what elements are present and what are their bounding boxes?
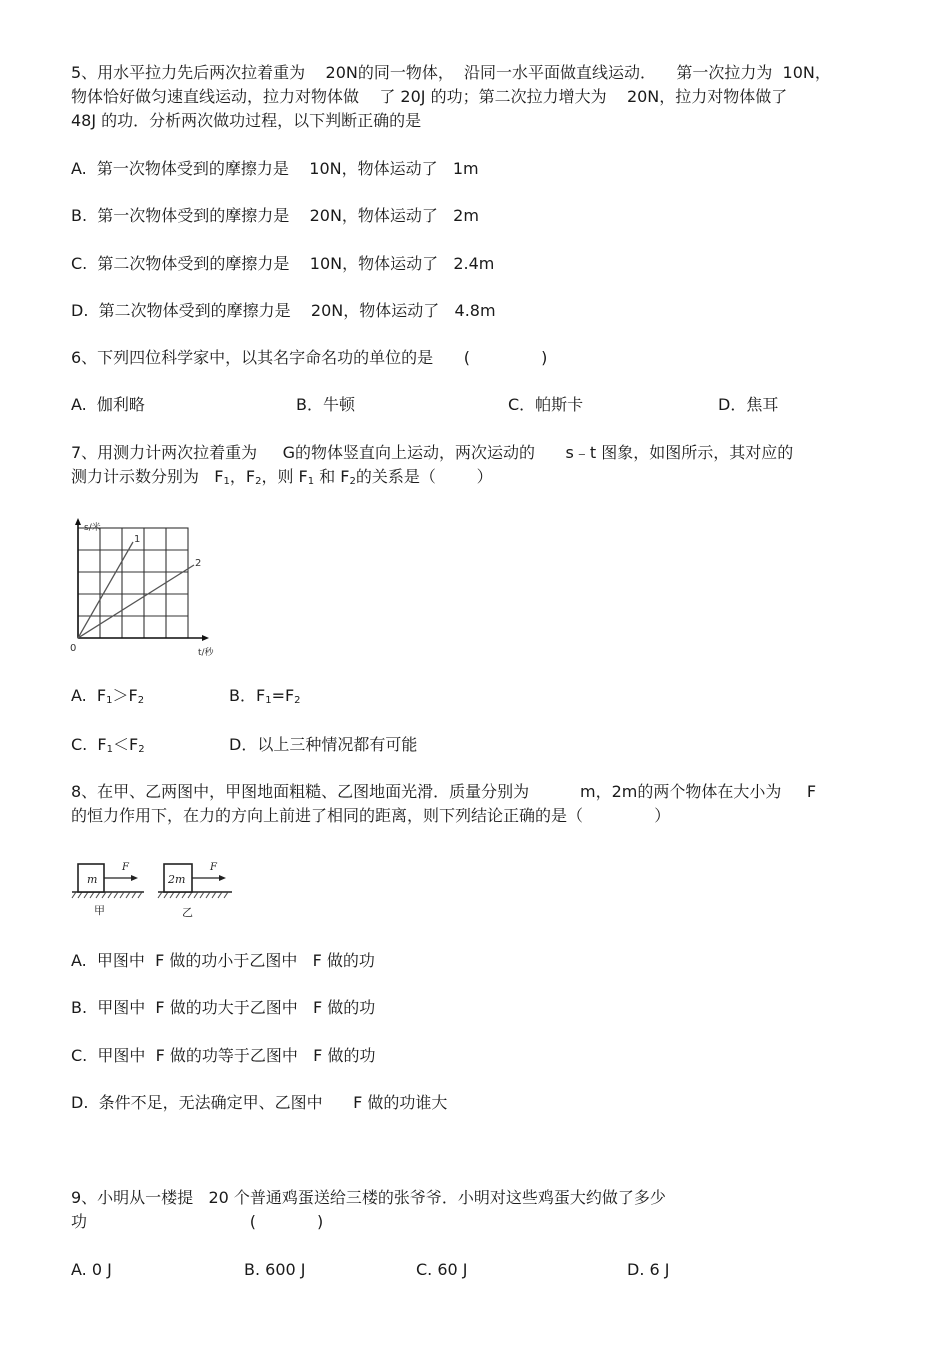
force-diagram (70, 854, 236, 920)
q6-option-d: D．焦耳 (718, 395, 779, 414)
q8-option-a: A. 甲图中 F 做的功小于乙图中 F 做的功 (71, 951, 375, 970)
s-t-graph (68, 518, 238, 660)
q5-option-d: D. 第二次物体受到的摩擦力是 20N，物体运动了 4.8m (71, 301, 496, 320)
figure-jia-label: 甲 (94, 904, 105, 917)
force-f-label-1: F (122, 862, 129, 873)
q5-option-b: B. 第一次物体受到的摩擦力是 20N，物体运动了 2m (71, 206, 479, 225)
block-2m-label: 2m (168, 873, 186, 886)
q7-option-c: C. $F_1<F_2$ (71, 735, 145, 755)
q6-option-a: A. 伽利略 (71, 395, 145, 414)
figure-yi-label: 乙 (182, 906, 193, 919)
q9-stem-line-2: 功 ( ) (71, 1212, 324, 1231)
q8-option-c: C. 甲图中 F 做的功等于乙图中 F 做的功 (71, 1046, 376, 1065)
q7-option-d: D．以上三种情况都有可能 (229, 735, 418, 754)
q5-option-a: A. 第一次物体受到的摩擦力是 10N，物体运动了 1m (71, 159, 479, 178)
q9-stem-line-1: 9、小明从一楼提 20 个普通鸡蛋送给三楼的张爷爷．小明对这些鸡蛋大约做了多少 (71, 1188, 666, 1207)
q5-option-c: C. 第二次物体受到的摩擦力是 10N，物体运动了 2.4m (71, 254, 495, 273)
q8-stem-line-2: 的恒力作用下，在力的方向上前进了相同的距离，则下列结论正确的是（ ） (71, 806, 671, 825)
q6-stem: 6、下列四位科学家中，以其名字命名功的单位的是 ( ) (71, 348, 548, 367)
q9-option-d: D. 6 J (627, 1260, 670, 1279)
q8-option-b: B. 甲图中 F 做的功大于乙图中 F 做的功 (71, 998, 376, 1017)
q9-option-c: C. 60 J (416, 1260, 468, 1279)
graph-line-1-label: 1 (134, 534, 141, 545)
q5-stem-line-1: 5、用水平拉力先后两次拉着重为 20N的同一物体， 沿同一水平面做直线运动． 第一次拉力为 10N， (71, 63, 831, 82)
q7-stem-line-1: 7、用测力计两次拉着重为 G的物体竖直向上运动，两次运动的 s﹣t 图象，如图所示，其对应的 (71, 443, 794, 462)
q5-stem-line-3: 48J 的功．分析两次做功过程，以下判断正确的是 (71, 111, 422, 130)
q7-option-b: B．$F_1=F_2$ (229, 686, 301, 706)
block-m-label: m (87, 873, 98, 886)
q6-option-c: C．帕斯卡 (508, 395, 584, 414)
graph-line-2-label: 2 (195, 558, 202, 569)
graph-origin-label: 0 (70, 643, 77, 654)
q9-option-a: A. 0 J (71, 1260, 112, 1279)
q6-option-b: B．牛顿 (296, 395, 355, 414)
q5-stem-line-2: 物体恰好做匀速直线运动，拉力对物体做 了 20J 的功；第二次拉力增大为 20N，拉力对物体做了 (71, 87, 788, 106)
q7-option-a: A. $F_1>F_2$ (71, 686, 145, 706)
q7-stem-line-2: 测力计示数分别为 $F_1$，$F_2$，则 $F_1$ 和 $F_2$的关系是（ ） (71, 467, 493, 487)
force-f-label-2: F (210, 862, 217, 873)
graph-x-label: t/秒 (198, 648, 214, 658)
q8-option-d: D. 条件不足，无法确定甲、乙图中 F 做的功谁大 (71, 1093, 448, 1112)
q8-stem-line-1: 8、在甲、乙两图中，甲图地面粗糙、乙图地面光滑．质量分别为 m，2m的两个物体在大小为 F (71, 782, 817, 801)
graph-y-label: s/米 (84, 523, 101, 533)
q9-option-b: B. 600 J (244, 1260, 306, 1279)
